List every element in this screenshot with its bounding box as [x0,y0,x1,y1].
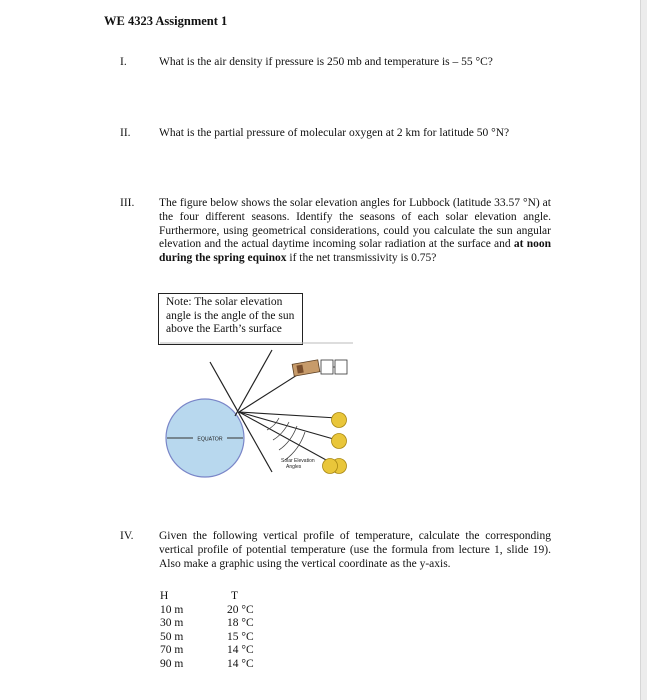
angle-arc-4 [285,432,305,460]
question-3-text-part2: if the net transmissivity is 0.75? [286,252,437,265]
question-1-text: What is the air density if pressure is 250 mb and temperature is – 55 °C? [159,56,493,68]
row-2-height: 30 m [160,617,184,630]
solar-elevation-label-line2: Angles [286,464,302,470]
sun-position-4 [323,459,338,474]
row-4-height: 70 m [160,644,184,657]
row-3-height: 50 m [160,630,184,643]
question-2-text: What is the partial pressure of molecular oxygen at 2 km for latitude 50 °N? [159,127,510,139]
question-3-bold-text: at noon during the spring equinox [159,238,551,265]
question-4-number: IV. [120,530,134,542]
question-2-number: II. [120,127,131,139]
row-1-temperature: 20 °C [227,603,254,616]
question-4-text: Given the following vertical profile of temperature, calculate the corresponding vertical profile of potential temperature (use the formula from lecture 1, slide 19). Also make a graphic using the vertical coordinate as the y-axis. [159,530,551,570]
row-5-temperature: 14 °C [227,657,254,670]
profile-column-temperature [227,590,254,672]
sun-ray-2 [239,412,337,418]
angle-arc-3 [279,426,297,450]
row-1-height: 10 m [160,603,184,616]
profile-column-height [160,590,183,672]
question-3-number: III. [120,197,135,209]
row-4-temperature: 14 °C [227,644,254,657]
column-header-t: T [231,590,239,602]
question-3-text-part1: The figure below shows the solar elevation angles for Lubbock (latitude 33.57 °N) at the four different seasons. Identify the seasons of each solar elevation angle. Furthermore, using geometrical considerations, could you calculate the sun angular elevation and the actual daytime incoming solar radiation at the surface and [159,197,551,251]
sun-position-1 [332,413,347,428]
column-header-h: H [160,590,169,602]
angle-arc-2 [273,422,289,440]
solar-elevation-label-line1: Solar Elevation [281,458,315,464]
question-1-number: I. [120,56,127,68]
note-box: Note: The solar elevation angle is the angle of the sun above the Earth’s surface [158,293,303,345]
sun-position-2 [332,434,347,449]
horizon-line [235,350,272,416]
question-3-text [159,197,551,266]
solar-elevation-figure [155,340,360,490]
equator-label: EQUATOR [197,436,223,443]
sun-ray-3 [239,412,337,440]
satellite-icon [292,360,347,376]
document-title: WE 4323 Assignment 1 [104,14,228,28]
row-5-height: 90 m [160,657,184,670]
row-3-temperature: 15 °C [227,630,254,643]
row-2-temperature: 18 °C [227,617,254,630]
